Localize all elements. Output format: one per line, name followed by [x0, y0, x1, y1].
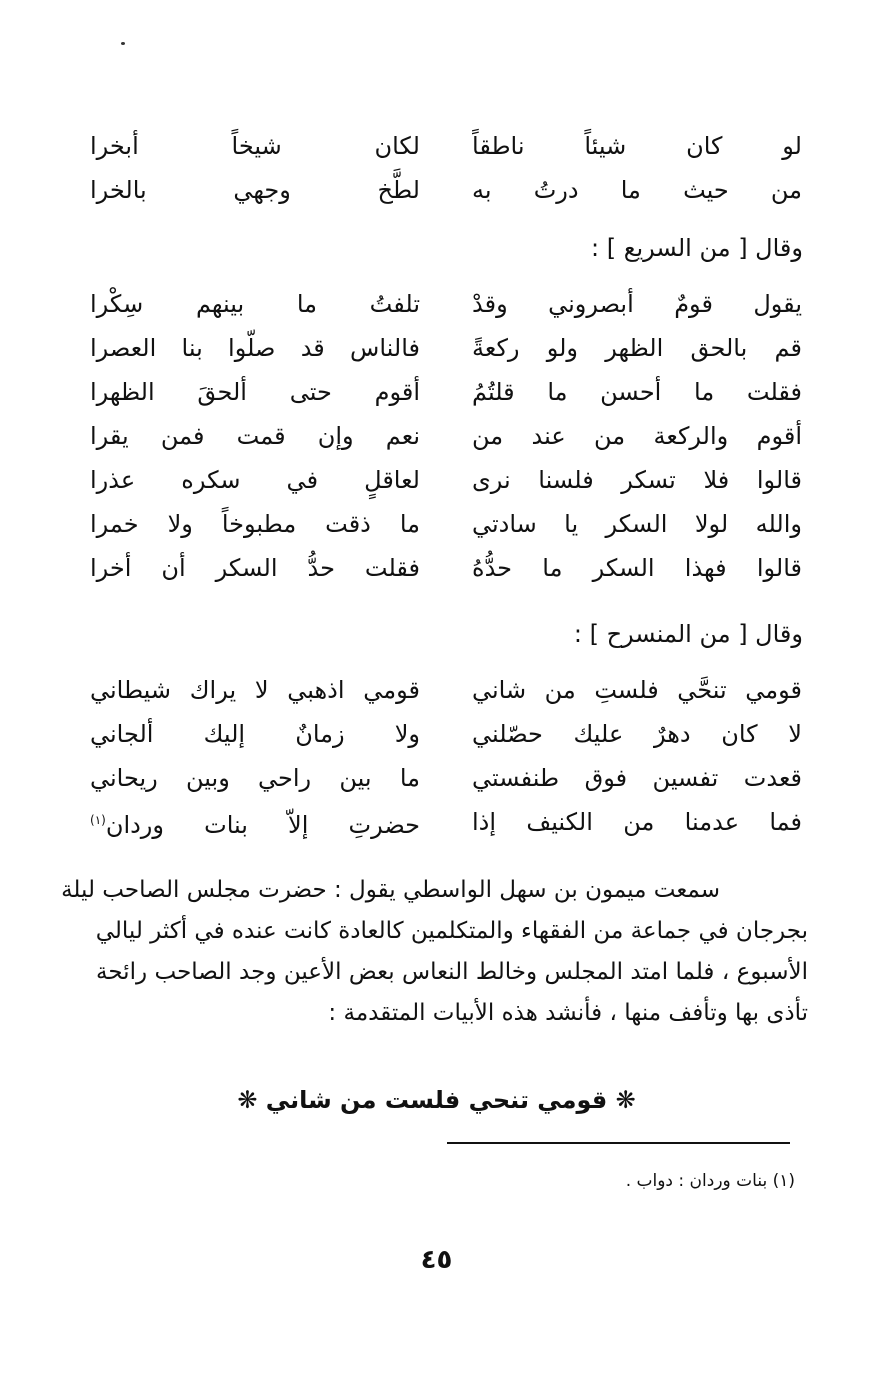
prose-line: سمعت ميمون بن سهل الواسطي يقول : حضرت مجلس الصاحب ليلة: [61, 877, 720, 903]
verse-first-hemistich: قومي تنحَّي فلستِ من شاني: [472, 676, 802, 704]
verse-second-hemistich: ولا زمانٌ إليك ألجاني: [90, 720, 420, 748]
quoted-verse: ❋ قومي تنحي فلست من شاني ❋: [237, 1086, 636, 1114]
verse: [90, 370, 808, 414]
verse-first-hemistich: قالوا فلا تسكر فلسنا نرى: [472, 466, 802, 494]
verse-second-hemistich: تلفتُ ما بينهم سِكْرا: [90, 290, 420, 318]
verse-second-hemistich: فقلت حدُّ السكر أن أخرا: [90, 554, 420, 582]
verse-first-hemistich: أقوم والركعة من عند من: [472, 422, 802, 450]
verse: [90, 282, 808, 326]
verse-first-hemistich: قعدت تفسين فوق طنفستي: [472, 764, 802, 792]
verse: [90, 414, 808, 458]
verse: [90, 546, 808, 590]
verse: [90, 124, 808, 168]
verse-first-hemistich: قم بالحق الظهر ولو ركعةً: [472, 334, 802, 362]
verse-second-hemistich: ما بين راحي وبين ريحاني: [90, 764, 420, 792]
verse-second-hemistich: ما ذقت مطبوخاً ولا خمرا: [90, 510, 420, 538]
verse: [90, 458, 808, 502]
verse-first-hemistich: لا كان دهرٌ عليك حصّلني: [472, 720, 802, 748]
verse-first-hemistich: من حيث ما درتُ به: [472, 176, 802, 204]
verse-first-hemistich: فما عدمنا من الكنيف إذا: [472, 808, 802, 836]
verse-second-hemistich: لعاقلٍ في سكره عذرا: [90, 466, 420, 494]
verse: [90, 756, 808, 800]
verse: [90, 502, 808, 546]
verse-first-hemistich: فقلت ما أحسن ما قلتُمُ: [472, 378, 802, 406]
verse-second-hemistich: فالناس قد صلّوا بنا العصرا: [90, 334, 420, 362]
verse: [90, 800, 808, 844]
page-number: ٤٥: [420, 1245, 453, 1275]
verse-second-hemistich: لكان شيخاً أبخرا: [90, 132, 420, 160]
verse-text: حضرتِ إلاّ بنات وردان: [105, 810, 420, 839]
verse-first-hemistich: يقول قومٌ أبصروني وقدْ: [472, 290, 802, 318]
poem-1: [90, 124, 808, 212]
verse-first-hemistich: لو كان شيئاً ناطقاً: [472, 132, 802, 160]
poem-3: [90, 668, 808, 844]
meter-heading-sari: وقال [ من السريع ] :: [591, 234, 803, 262]
verse: [90, 668, 808, 712]
footnote: (١) بنات وردان : دواب .: [625, 1171, 795, 1191]
footnote-divider: [447, 1142, 790, 1144]
verse: [90, 326, 808, 370]
ink-speck: [121, 42, 125, 45]
verse-first-hemistich: قالوا فهذا السكر ما حدُّهُ: [472, 554, 802, 582]
verse-second-hemistich: [90, 798, 420, 847]
prose-line: بجرجان في جماعة من الفقهاء والمتكلمين كالعادة كانت عنده في أكثر ليالي: [95, 918, 808, 944]
verse: [90, 168, 808, 212]
prose-line: الأسبوع ، فلما امتد المجلس وخالط النعاس بعض الأعين وجد الصاحب رائحة: [96, 959, 808, 985]
verse-second-hemistich: نعم وإن قمت فمن يقرا: [90, 422, 420, 450]
prose-paragraph: [61, 870, 808, 1034]
verse-second-hemistich: لطَّخ وجهي بالخرا: [90, 176, 420, 204]
poem-2: [90, 282, 808, 590]
prose-line: تأذى بها وتأفف منها ، فأنشد هذه الأبيات المتقدمة :: [328, 1000, 808, 1026]
meter-heading-munsarih: وقال [ من المنسرح ] :: [573, 620, 803, 648]
footnote-reference[interactable]: (١): [90, 812, 106, 827]
verse: [90, 712, 808, 756]
verse-second-hemistich: قومي اذهبي لا يراك شيطاني: [90, 676, 420, 704]
verse-first-hemistich: والله لولا السكر يا سادتي: [472, 510, 802, 538]
verse-second-hemistich: أقوم حتى ألحقَ الظهرا: [90, 378, 420, 406]
